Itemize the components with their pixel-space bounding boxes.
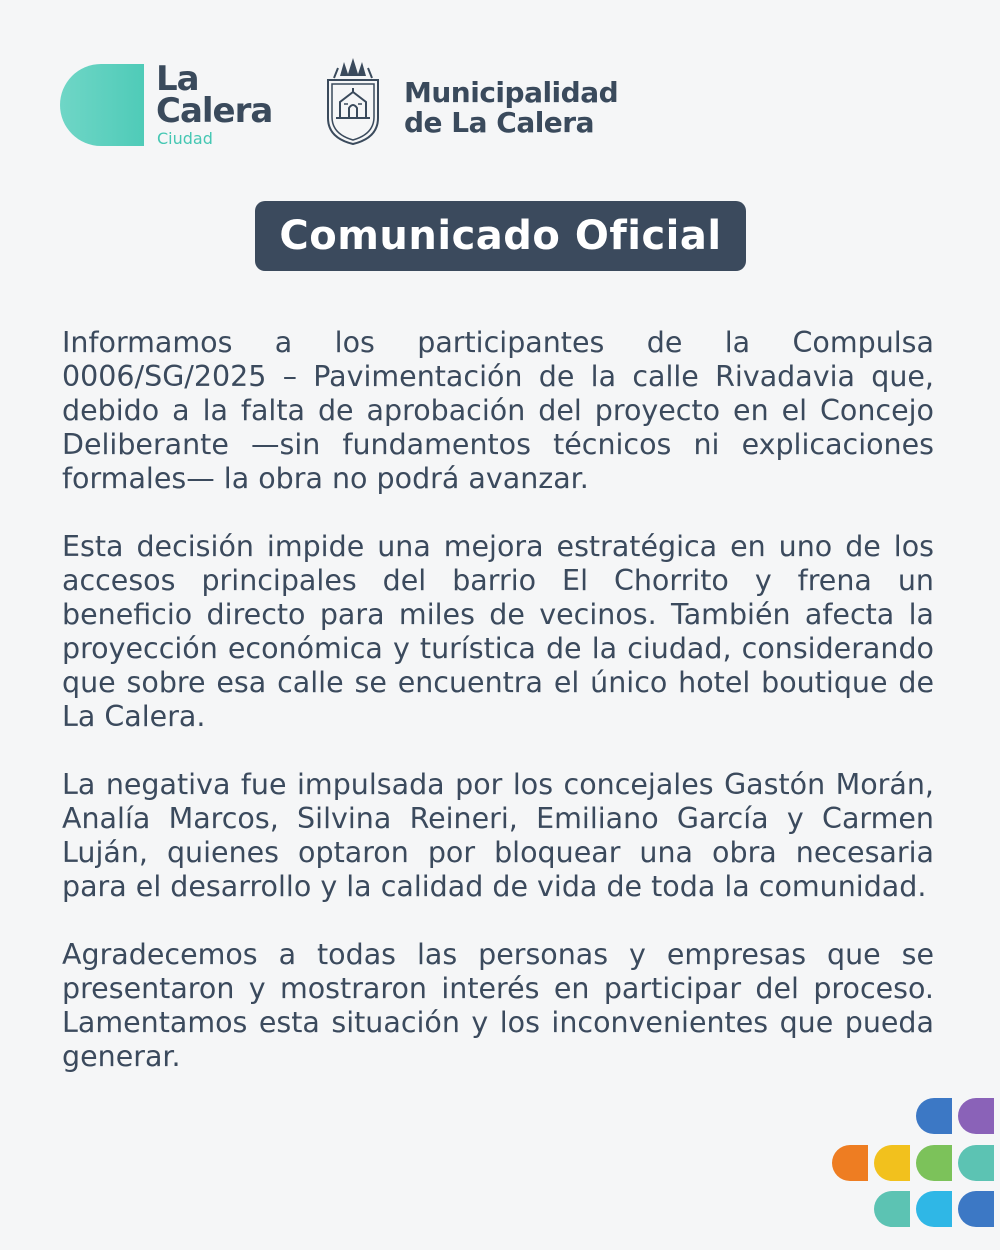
logo-line-1: La bbox=[156, 59, 199, 99]
logo-line-2: Calera bbox=[156, 91, 273, 131]
municipalidad-logo bbox=[322, 54, 642, 149]
tile bbox=[832, 1145, 868, 1181]
tile bbox=[916, 1191, 952, 1227]
page-title: Comunicado Oficial bbox=[255, 201, 746, 271]
tile bbox=[874, 1191, 910, 1227]
colored-tiles-icon bbox=[830, 1096, 1000, 1236]
tile bbox=[958, 1145, 994, 1181]
municipalidad-line-1: Municipalidad bbox=[404, 76, 619, 109]
tile bbox=[916, 1098, 952, 1134]
statement-body bbox=[62, 326, 934, 1108]
header bbox=[0, 0, 1000, 170]
tile bbox=[958, 1191, 994, 1227]
municipalidad-name bbox=[404, 78, 618, 138]
la-calera-logo-mark-icon bbox=[60, 64, 144, 146]
logo-subtitle: Ciudad bbox=[157, 129, 213, 148]
municipalidad-line-2: de La Calera bbox=[404, 106, 594, 139]
paragraph-3: La negativa fue impulsada por los concejales Gastón Morán, Analía Marcos, Silvina Reineri, Emiliano García y Carmen Luján, quienes optaron por bloquear una obra necesaria para el desarrollo y la calidad de vida de toda la comunidad. bbox=[62, 768, 934, 903]
tile bbox=[916, 1145, 952, 1181]
paragraph-1: Informamos a los participantes de la Compulsa 0006/SG/2025 – Pavimentación de la calle Rivadavia que, debido a la falta de aprobación del proyecto en el Concejo Deliberante —sin fundamentos técnicos ni explicaciones formales— la obra no podrá avanzar. bbox=[62, 326, 934, 495]
la-calera-logo bbox=[60, 59, 300, 152]
tile bbox=[958, 1098, 994, 1134]
paragraph-2: Esta decisión impide una mejora estratégica en uno de los accesos principales del barrio El Chorrito y frena un beneficio directo para miles de vecinos. También afecta la proyección económica y turística de la ciudad, considerando que sobre esa calle se encuentra el único hotel boutique de La Calera. bbox=[62, 530, 934, 733]
paragraph-4: Agradecemos a todas las personas y empresas que se presentaron y mostraron interés en participar del proceso. Lamentamos esta situación y los inconvenientes que pueda generar. bbox=[62, 938, 934, 1073]
coat-of-arms-icon bbox=[322, 54, 384, 146]
tile bbox=[874, 1145, 910, 1181]
